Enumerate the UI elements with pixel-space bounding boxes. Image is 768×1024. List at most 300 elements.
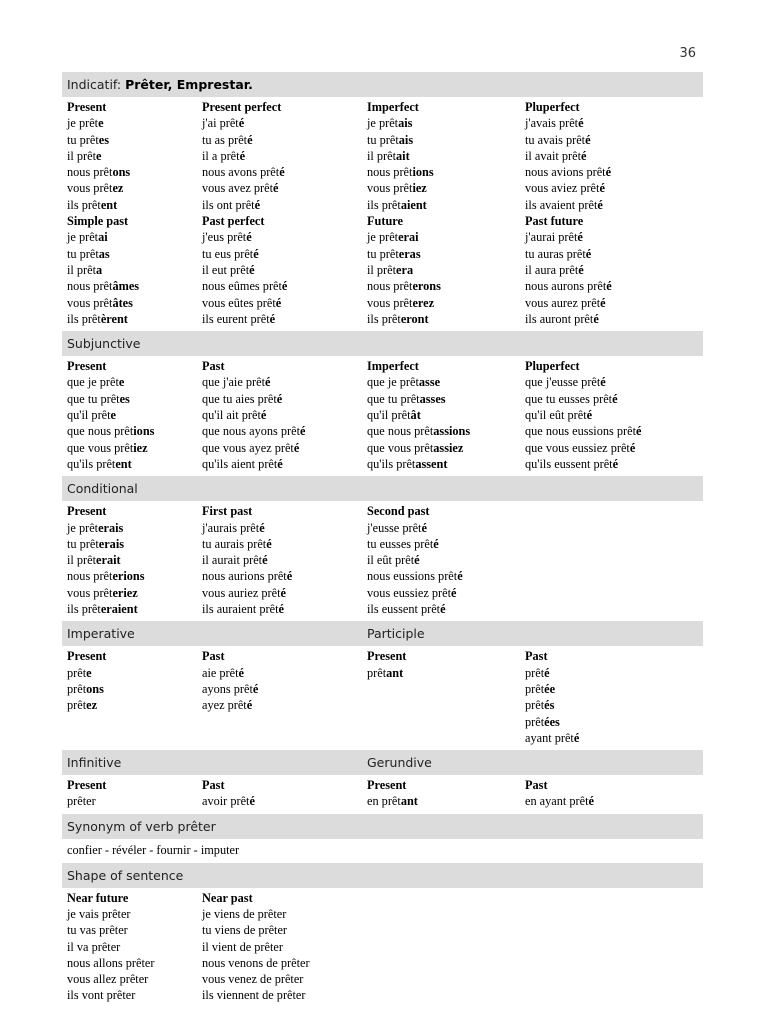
verb-ending: é [600, 295, 606, 310]
section-title: Shape of sentence [67, 867, 184, 883]
verb-ending: é [593, 311, 599, 326]
verb-ending: é [246, 230, 252, 245]
conjugation-line: ayons prêté [202, 681, 259, 696]
conjugation-line: que tu aies prêté [202, 391, 283, 406]
empty-column [525, 890, 695, 1004]
verb-ending: é [612, 391, 618, 406]
verb-ending: eront [400, 311, 429, 326]
section-body [62, 888, 703, 1008]
conjugation-line: il prêtera [367, 262, 414, 277]
section-body [62, 839, 703, 863]
conjugation-line: nous eussions prêté [367, 569, 463, 584]
verb-ending: é [573, 730, 580, 745]
tense-column [525, 358, 695, 472]
conjugation-line: je prêterais [67, 520, 124, 535]
conjugation-line: ils prêteraient [67, 602, 138, 617]
conjugation-line: que vous prêtassiez [367, 440, 464, 455]
tense-column [367, 358, 525, 472]
conjugation-line: prêtées [525, 714, 560, 729]
conjugation-line: vous prêterez [367, 295, 435, 310]
tense-label: Imperfect [367, 359, 419, 374]
tense-row [62, 503, 703, 617]
conjugation-line: en prêtant [367, 794, 418, 809]
tense-column [202, 503, 367, 617]
tense-label: Present [67, 649, 107, 664]
verb-ending: é [260, 408, 267, 423]
tense-column [525, 213, 695, 327]
conjugation-line: il prêterait [67, 553, 121, 568]
conjugation-line: que vous ayez prêté [202, 440, 300, 455]
conjugation-line: nous prêtons [67, 165, 131, 180]
conjugation-line: que vous eussiez prêté [525, 440, 636, 455]
verb-ending: é [600, 375, 606, 390]
verb-ending: ée [544, 681, 556, 696]
conjugation-line: je prêtais [367, 116, 413, 131]
tense-column [202, 213, 367, 327]
conjugation-line: ils auront prêté [525, 311, 599, 326]
tense-label: Past perfect [202, 214, 265, 229]
conjugation-line: il avait prêté [525, 148, 587, 163]
section-title: Indicatif: Prêter, Emprestar. [67, 77, 253, 92]
conjugation-line: vous prêtiez [367, 181, 427, 196]
conjugation-line: j'aurai prêté [525, 230, 583, 245]
tense-column [202, 358, 367, 472]
conjugation-line: que tu prêtes [67, 391, 130, 406]
verb-ending: eriez [112, 585, 138, 600]
verb-ending: é [597, 197, 603, 212]
conjugation-line: nous prêtâmes [67, 279, 140, 294]
tense-label: Present [67, 778, 107, 793]
verb-ending: é [279, 165, 285, 180]
conjugation-line: nous prêterons [367, 279, 441, 294]
verb-ending: erais [98, 520, 124, 535]
verb-ending: é [276, 391, 283, 406]
conjugation-line: ils auraient prêté [202, 602, 284, 617]
conjugation-line: tu prêterais [67, 536, 125, 551]
section-title: Subjunctive [67, 336, 141, 352]
verb-ending: é [278, 602, 284, 617]
conjugation-line: que nous ayons prêté [202, 424, 306, 439]
verb-ending: é [259, 520, 265, 535]
verb-ending: as [98, 246, 110, 261]
conjugation-line: j'aurais prêté [202, 520, 265, 535]
verb-ending: é [275, 295, 282, 310]
tense-label: Past [202, 778, 225, 793]
tense-column [62, 99, 202, 213]
verb-ending: é [249, 794, 255, 809]
conjugation-line: il aurait prêté [202, 553, 268, 568]
section-header [62, 863, 703, 888]
verb-ending: erez [412, 295, 435, 310]
verb-ending: ai [98, 230, 108, 245]
verb-ending: ons [86, 681, 104, 696]
verb-ending: é [293, 440, 300, 455]
section-title: Participle [367, 626, 425, 642]
tense-column [62, 358, 202, 472]
tense-column [62, 648, 202, 746]
verb-ending: ons [112, 165, 131, 180]
conjugation-line: nous aurions prêté [202, 569, 293, 584]
conjugation-line: nous prêterions [67, 569, 145, 584]
verb-ending: é [238, 665, 244, 680]
tense-row [62, 777, 703, 810]
conjugation-line: j'ai prêté [202, 116, 245, 131]
verb-ending: ées [544, 714, 560, 729]
conjugation-line: nous avions prêté [525, 165, 612, 180]
verb-ending: é [247, 132, 253, 147]
conjugation-line: tu viens de prêter [202, 923, 288, 938]
verb-ending: assent [415, 456, 448, 471]
conjugation-line: qu'il eût prêté [525, 408, 593, 423]
conjugation-line: ils viennent de prêter [202, 988, 306, 1003]
verb-ending: é [281, 279, 288, 294]
verb-ending: erait [96, 553, 121, 568]
section-body [62, 646, 703, 750]
verb-ending: é [300, 424, 306, 439]
verb-ending: assions [433, 424, 471, 439]
verb-ending: é [440, 602, 446, 617]
verb-ending: é [578, 262, 584, 277]
conjugation-line: il prêta [67, 262, 103, 277]
verb-ending: é [544, 665, 550, 680]
verb-ending: e [86, 665, 92, 680]
verb-ending: é [612, 456, 619, 471]
verb-ending: é [605, 165, 612, 180]
conjugation-line: prêtant [367, 665, 404, 680]
section-title: Conditional [67, 481, 138, 497]
tense-label: Present [67, 359, 107, 374]
tense-label: Pluperfect [525, 359, 580, 374]
section-title: Imperative [67, 626, 135, 642]
verb-ending: es [98, 132, 110, 147]
tense-label: Future [367, 214, 403, 229]
conjugation-line: qu'il prête [67, 408, 117, 423]
tense-row [62, 99, 703, 213]
conjugation-line: il eût prêté [367, 553, 420, 568]
verb-ending: é [599, 181, 605, 196]
verb-ending: ant [400, 794, 418, 809]
tense-label: Present [367, 778, 407, 793]
tense-row [62, 213, 703, 327]
verb-ending: é [286, 569, 293, 584]
conjugation-line: vous auriez prêté [202, 585, 286, 600]
tense-column [202, 777, 367, 810]
conjugation-line: nous prêtions [367, 165, 434, 180]
tense-column [367, 648, 525, 746]
verb-ending: é [239, 148, 246, 163]
conjugation-line: ayant prêté [525, 730, 580, 745]
tense-label: Present [367, 649, 407, 664]
verb-ending: e [110, 408, 117, 423]
verb-ending: erais [98, 536, 125, 551]
tense-label: Present [67, 504, 107, 519]
verb-ending: asses [419, 391, 446, 406]
tense-column [367, 99, 525, 213]
conjugation-line: ils prêtaient [367, 197, 427, 212]
verb-ending: ions [412, 165, 434, 180]
conjugation-line: il vient de prêter [202, 939, 283, 954]
conjugation-line: il prête [67, 148, 102, 163]
verb-ending: ât [410, 408, 421, 423]
conjugation-line: ils prêtent [67, 197, 118, 212]
verb-ending: ait [396, 148, 410, 163]
conjugation-line: que je prête [67, 375, 125, 390]
conjugation-line: tu vas prêter [67, 923, 128, 938]
section-title: Gerundive [367, 755, 432, 771]
verb-ending: é [451, 585, 457, 600]
tense-column [202, 99, 367, 213]
conjugation-line: ils ont prêté [202, 197, 261, 212]
verb-ending: é [254, 197, 261, 212]
verb-ending: eras [398, 246, 421, 261]
tense-label: Past [202, 359, 225, 374]
conjugation-document [62, 72, 703, 1008]
conjugation-line: aie prêté [202, 665, 244, 680]
tense-label: Simple past [67, 214, 129, 229]
conjugation-line: nous allons prêter [67, 955, 155, 970]
verb-ending: é [265, 375, 271, 390]
verb-ending: ent [115, 456, 132, 471]
conjugation-line: ils eurent prêté [202, 311, 276, 326]
verb-ending: é [414, 553, 420, 568]
conjugation-line: vous prêtez [67, 181, 124, 196]
verb-ending: âtes [112, 295, 133, 310]
tense-column [62, 890, 202, 1004]
conjugation-line: nous aurons prêté [525, 279, 612, 294]
verb-ending: é [577, 230, 583, 245]
verb-ending: é [606, 279, 612, 294]
verb-ending: é [246, 698, 253, 713]
conjugation-line: j'eusse prêté [367, 520, 427, 535]
verb-ending: é [262, 553, 268, 568]
tense-column [202, 890, 367, 1004]
conjugation-line: vous prêtâtes [67, 295, 133, 310]
verb-ending: és [544, 698, 555, 713]
conjugation-line: qu'il ait prêté [202, 408, 267, 423]
verb-ending: assiez [433, 440, 464, 455]
tense-row [62, 648, 703, 746]
conjugation-line: ils prêtèrent [67, 311, 128, 326]
verb-ending: é [266, 536, 272, 551]
section-body [62, 356, 703, 476]
conjugation-line: tu prêtais [367, 132, 414, 147]
conjugation-line: prêtés [525, 698, 555, 713]
conjugation-line: tu eusses prêté [367, 536, 439, 551]
tense-label: Past future [525, 214, 584, 229]
conjugation-line: nous avons prêté [202, 165, 285, 180]
conjugation-line: nous eûmes prêté [202, 279, 288, 294]
conjugation-line: il va prêter [67, 939, 121, 954]
verb-ending: e [118, 375, 125, 390]
tense-column [202, 648, 367, 746]
section-title: Infinitive [67, 755, 122, 771]
verb-ending: es [119, 391, 130, 406]
conjugation-line: prêter [67, 794, 96, 809]
verb-ending: âmes [112, 279, 140, 294]
conjugation-line: prêtons [67, 681, 104, 696]
verb-ending: ez [112, 181, 124, 196]
section-title-verb: Prêter, Emprestar. [125, 77, 253, 92]
conjugation-line: il prêtait [367, 148, 410, 163]
conjugation-line: je vais prêter [67, 906, 131, 921]
tense-column [525, 99, 695, 213]
page-number: 36 [679, 46, 696, 61]
conjugation-line: je prêtai [67, 230, 108, 245]
conjugation-line: que tu eusses prêté [525, 391, 618, 406]
section-header [62, 331, 703, 356]
conjugation-line: tu eus prêté [202, 246, 259, 261]
conjugation-line: que nous prêtassions [367, 424, 471, 439]
verb-ending: ant [386, 665, 404, 680]
conjugation-line: j'eus prêté [202, 230, 252, 245]
conjugation-line: qu'il prêtât [367, 408, 421, 423]
tense-row [62, 358, 703, 472]
verb-ending: é [457, 569, 463, 584]
verb-ending: eraient [100, 602, 138, 617]
conjugation-line: qu'ils prêtent [67, 456, 132, 471]
verb-ending: iez [412, 181, 427, 196]
tense-column [62, 777, 202, 810]
conjugation-line: en ayant prêté [525, 794, 594, 809]
tense-label: Present [67, 100, 107, 114]
conjugation-line: prêtez [67, 698, 98, 713]
conjugation-line: tu aurais prêté [202, 536, 272, 551]
tense-label: Present perfect [202, 100, 282, 114]
verb-ending: é [588, 794, 594, 809]
verb-ending: ais [398, 116, 413, 131]
tense-column [367, 503, 525, 617]
tense-column [367, 777, 525, 810]
empty-column [367, 890, 525, 1004]
conjugation-line: nous venons de prêter [202, 955, 310, 970]
tense-column [525, 777, 695, 810]
conjugation-line: vous eussiez prêté [367, 585, 457, 600]
tense-column [62, 503, 202, 617]
conjugation-line: vous allez prêter [67, 972, 149, 987]
verb-ending: ent [100, 197, 118, 212]
verb-ending: é [433, 536, 439, 551]
tense-label: Past [202, 649, 225, 664]
verb-ending: é [253, 246, 259, 261]
conjugation-line: tu prêtes [67, 132, 110, 147]
section-header [62, 621, 703, 646]
conjugation-line: je prête [67, 116, 104, 131]
conjugation-line: que nous eussions prêté [525, 424, 642, 439]
conjugation-line: tu as prêté [202, 132, 253, 147]
verb-ending: é [578, 116, 584, 131]
verb-ending: é [586, 408, 593, 423]
tense-label: First past [202, 504, 253, 519]
conjugation-line: il eut prêté [202, 262, 255, 277]
verb-ending: é [277, 456, 283, 471]
verb-ending: a [96, 262, 103, 277]
conjugation-line: que nous prêtions [67, 424, 155, 439]
conjugation-line: vous eûtes prêté [202, 295, 282, 310]
conjugation-line: je viens de prêter [202, 906, 287, 921]
verb-ending: é [629, 440, 636, 455]
conjugation-line: que j'eusse prêté [525, 375, 606, 390]
section-body [62, 501, 703, 621]
conjugation-line: il aura prêté [525, 262, 584, 277]
conjugation-line: ils vont prêter [67, 988, 136, 1003]
tense-label: Second past [367, 504, 430, 519]
verb-ending: asse [418, 375, 441, 390]
conjugation-line: ils avaient prêté [525, 197, 603, 212]
tense-column [367, 213, 525, 327]
section-body [62, 97, 703, 331]
verb-ending: é [581, 148, 587, 163]
conjugation-line: tu auras prêté [525, 246, 592, 261]
conjugation-line: tu prêteras [367, 246, 421, 261]
tense-label: Past [525, 649, 548, 664]
verb-ending: é [280, 585, 286, 600]
conjugation-line: je prêterai [367, 230, 419, 245]
verb-ending: aient [400, 197, 427, 212]
tense-column [62, 213, 202, 327]
conjugation-line: il a prêté [202, 148, 246, 163]
conjugation-line: que tu prêtasses [367, 391, 446, 406]
conjugation-line: que vous prêtiez [67, 440, 148, 455]
verb-ending: é [252, 681, 259, 696]
conjugation-line: ils prêteront [367, 311, 429, 326]
section-header [62, 476, 703, 501]
empty-column [525, 503, 695, 617]
verb-ending: e [96, 148, 102, 163]
section-header [62, 72, 703, 97]
tense-label: Past [525, 778, 548, 793]
conjugation-line: qu'ils prêtassent [367, 456, 448, 471]
conjugation-line: vous venez de prêter [202, 972, 304, 987]
conjugation-line: tu avais prêté [525, 132, 591, 147]
conjugation-line: vous prêteriez [67, 585, 138, 600]
verb-ending: é [636, 424, 642, 439]
conjugation-line: prêté [525, 665, 550, 680]
conjugation-line: ayez prêté [202, 698, 253, 713]
section-header [62, 814, 703, 839]
verb-ending: é [238, 116, 245, 131]
conjugation-line: prête [67, 665, 92, 680]
verb-ending: e [98, 116, 104, 131]
tense-column [525, 648, 695, 746]
verb-ending: era [396, 262, 414, 277]
tense-label: Near future [67, 890, 129, 905]
section-header [62, 750, 703, 775]
conjugation-line: tu prêtas [67, 246, 110, 261]
conjugation-line: que je prêtasse [367, 375, 441, 390]
tense-label: Near past [202, 890, 253, 905]
verb-ending: erai [398, 230, 419, 245]
synonym-line: confier - révéler - fournir - imputer [67, 842, 240, 857]
verb-ending: erions [112, 569, 145, 584]
verb-ending: iez [133, 440, 148, 455]
verb-ending: é [273, 181, 279, 196]
conjugation-line: avoir prêté [202, 794, 255, 809]
verb-ending: èrent [100, 311, 128, 326]
verb-ending: é [421, 520, 427, 535]
conjugation-line: vous aurez prêté [525, 295, 606, 310]
tense-row [62, 890, 703, 1004]
section-title: Synonym of verb prêter [67, 818, 216, 834]
conjugation-line: vous aviez prêté [525, 181, 605, 196]
verb-ending: ais [398, 132, 414, 147]
conjugation-line: prêtée [525, 681, 556, 696]
conjugation-line: vous avez prêté [202, 181, 279, 196]
verb-ending: é [249, 262, 255, 277]
conjugation-line: j'avais prêté [525, 116, 584, 131]
verb-ending: é [585, 132, 591, 147]
verb-ending: é [269, 311, 276, 326]
tense-label: Imperfect [367, 100, 419, 114]
